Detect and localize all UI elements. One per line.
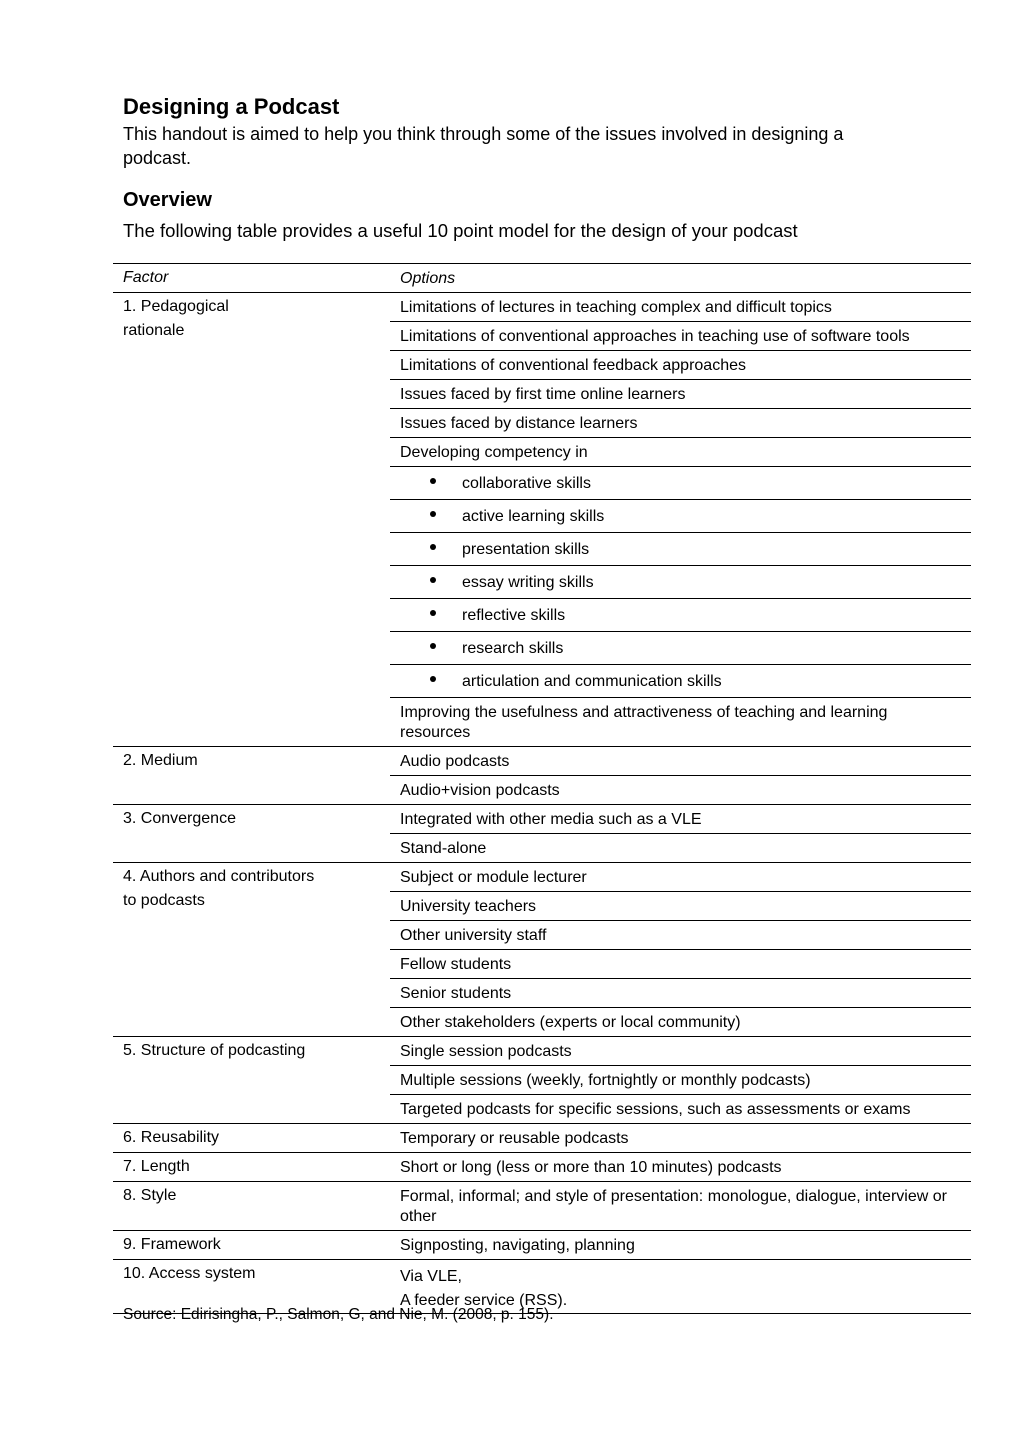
- option-cell: Other stakeholders (experts or local community): [390, 1008, 971, 1037]
- option-cell: Audio+vision podcasts: [390, 776, 971, 805]
- factor-cell: 10. Access system: [113, 1260, 390, 1314]
- factor-cell: 7. Length: [113, 1153, 390, 1182]
- option-cell: Limitations of conventional approaches in teaching use of software tools: [390, 322, 971, 351]
- option-cell: Issues faced by first time online learners: [390, 380, 971, 409]
- option-cell: Fellow students: [390, 950, 971, 979]
- table-header-row: [113, 264, 971, 293]
- option-bullet-cell: collaborative skills: [390, 467, 971, 500]
- factor-cell: 2. Medium: [113, 747, 390, 805]
- factor-cell: 8. Style: [113, 1182, 390, 1231]
- factor-cell: 1. Pedagogical rationale: [113, 293, 390, 747]
- option-cell: Formal, informal; and style of presentation: monologue, dialogue, interview or other: [390, 1182, 971, 1231]
- options-column-header: Options: [390, 264, 971, 293]
- option-cell: Audio podcasts: [390, 747, 971, 776]
- option-cell: Other university staff: [390, 921, 971, 950]
- option-cell: Targeted podcasts for specific sessions, such as assessments or exams: [390, 1095, 971, 1124]
- factor-cell: 4. Authors and contributors to podcasts: [113, 863, 390, 1037]
- option-cell: Single session podcasts: [390, 1037, 971, 1066]
- option-bullet-cell: presentation skills: [390, 533, 971, 566]
- option-cell: Stand-alone: [390, 834, 971, 863]
- overview-heading: Overview: [123, 189, 212, 211]
- table-row: [113, 293, 971, 322]
- factor-cell: 6. Reusability: [113, 1124, 390, 1153]
- table-row: [113, 1231, 971, 1260]
- option-cell: Senior students: [390, 979, 971, 1008]
- option-cell: Limitations of conventional feedback approaches: [390, 351, 971, 380]
- option-bullet-cell: active learning skills: [390, 500, 971, 533]
- factor-column-header: Factor: [113, 264, 390, 293]
- option-cell: Temporary or reusable podcasts: [390, 1124, 971, 1153]
- option-cell: University teachers: [390, 892, 971, 921]
- option-bullet-cell: reflective skills: [390, 599, 971, 632]
- option-bullet-cell: research skills: [390, 632, 971, 665]
- table-row: [113, 863, 971, 892]
- option-cell: Subject or module lecturer: [390, 863, 971, 892]
- option-cell: Signposting, navigating, planning: [390, 1231, 971, 1260]
- option-cell: Short or long (less or more than 10 minutes) podcasts: [390, 1153, 971, 1182]
- factor-cell: 5. Structure of podcasting: [113, 1037, 390, 1124]
- table-row: [113, 747, 971, 776]
- source-citation: Source: Edirisingha, P., Salmon, G, and Nie, M. (2008, p. 155).: [123, 1306, 554, 1323]
- option-cell: Multiple sessions (weekly, fortnightly or monthly podcasts): [390, 1066, 971, 1095]
- factor-cell: 3. Convergence: [113, 805, 390, 863]
- overview-text: The following table provides a useful 10 point model for the design of your podcast: [123, 220, 798, 241]
- podcast-model-table: [113, 263, 971, 1314]
- table-row: [113, 1124, 971, 1153]
- option-cell: Developing competency in: [390, 438, 971, 467]
- table-row: [113, 1153, 971, 1182]
- table-row: [113, 1182, 971, 1231]
- intro-text: This handout is aimed to help you think through some of the issues involved in designing a podcast.: [123, 124, 844, 168]
- option-bullet-cell: essay writing skills: [390, 566, 971, 599]
- table-row: [113, 1037, 971, 1066]
- option-cell: Improving the usefulness and attractiveness of teaching and learning resources: [390, 698, 971, 747]
- factor-cell: 9. Framework: [113, 1231, 390, 1260]
- option-cell: Via VLE, A feeder service (RSS).: [390, 1260, 971, 1314]
- option-cell: Limitations of lectures in teaching complex and difficult topics: [390, 293, 971, 322]
- option-cell: Integrated with other media such as a VLE: [390, 805, 971, 834]
- option-bullet-cell: articulation and communication skills: [390, 665, 971, 698]
- table-row: [113, 805, 971, 834]
- page-title: Designing a Podcast: [123, 94, 340, 119]
- option-cell: Issues faced by distance learners: [390, 409, 971, 438]
